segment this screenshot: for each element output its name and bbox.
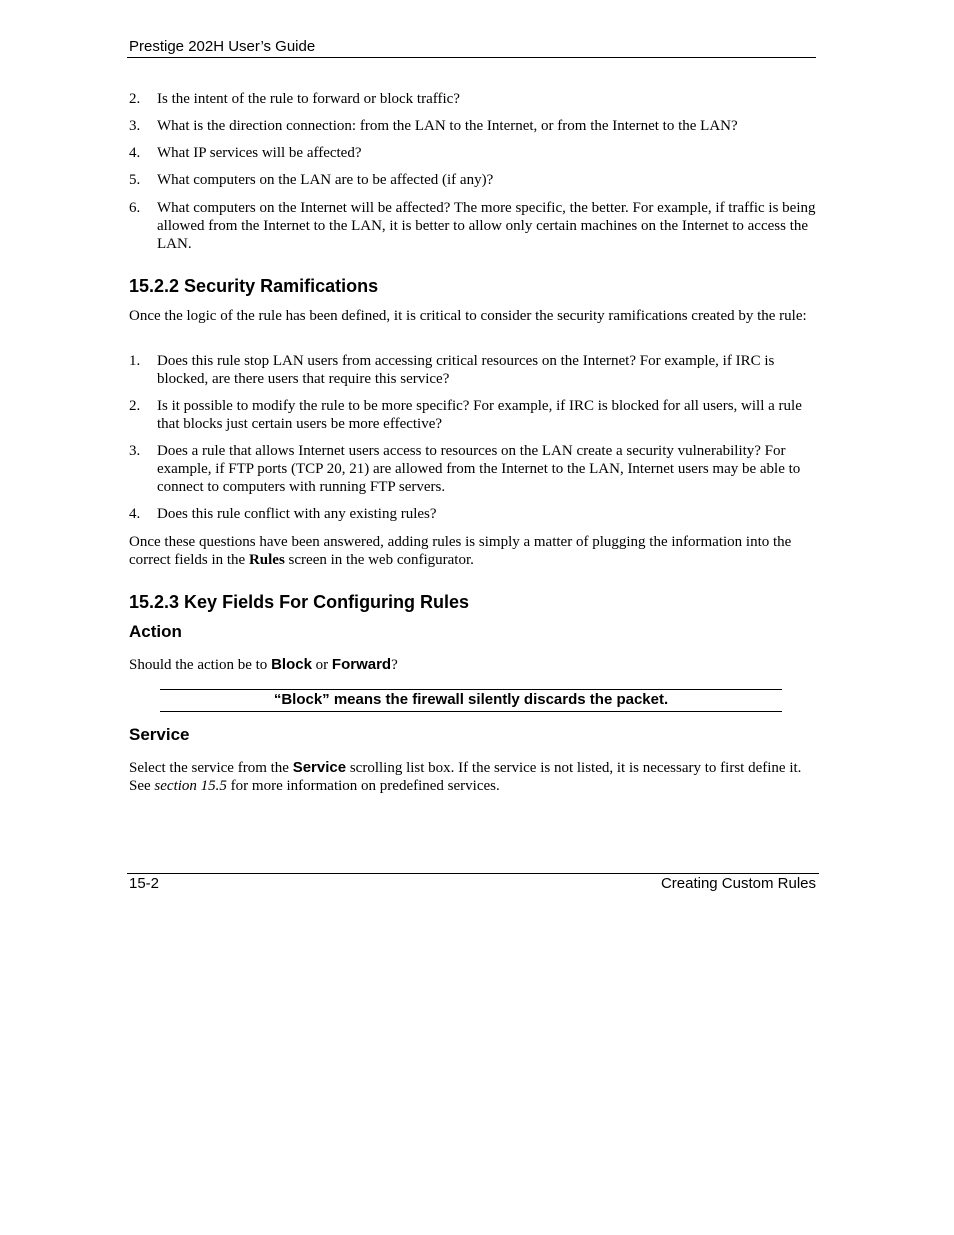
- security-list: [129, 352, 819, 523]
- service-text: [129, 759, 819, 795]
- footer-divider: [127, 873, 819, 874]
- list-item-text: Does this rule conflict with any existing rules?: [157, 506, 437, 522]
- subheading-action: Action: [129, 622, 182, 641]
- questions-list: [129, 90, 819, 253]
- list-item-text: Does a rule that allows Internet users access to resources on the LAN create a security vulnerability? For example, if FTP ports (TCP 20, 21) are allowed from the Internet to the LAN, Internet users may be able to connect to computers with running FTP servers.: [157, 443, 801, 495]
- block-note: “Block” means the firewall silently discards the packet.: [160, 689, 782, 712]
- list-item-text: Is the intent of the rule to forward or block traffic?: [157, 91, 460, 107]
- security-intro: Once the logic of the rule has been defined, it is critical to consider the security ramifications created by the rule:: [129, 308, 807, 324]
- list-item: [129, 90, 819, 108]
- list-item: [129, 117, 819, 135]
- header-divider: [127, 57, 816, 58]
- section-heading-key-fields: 15.2.3 Key Fields For Configuring Rules: [129, 592, 470, 612]
- list-item-number: 5.: [129, 172, 141, 188]
- service-list-box-name: Service: [292, 759, 347, 776]
- list-item: [129, 442, 819, 496]
- action-text: [129, 656, 819, 674]
- security-closing: [129, 533, 819, 569]
- page-number: 15-2: [129, 875, 160, 892]
- service-text-pre: Select the service from the: [129, 760, 293, 776]
- list-item: [129, 352, 819, 388]
- list-item-text: What is the direction connection: from the LAN to the Internet, or from the Internet to the LAN?: [157, 118, 738, 134]
- block-option: Block: [271, 656, 312, 673]
- closing-text-pre: Once these questions have been answered, adding rules is simply a matter of plugging the information into the correct fields in the: [129, 534, 792, 568]
- action-text-post: ?: [391, 657, 398, 673]
- list-item-number: 1.: [129, 353, 141, 369]
- list-item: [129, 144, 819, 162]
- closing-text-post: screen in the web configurator.: [284, 552, 474, 568]
- action-text-pre: Should the action be to: [129, 657, 272, 673]
- list-item-number: 4.: [129, 506, 141, 522]
- list-item: [129, 199, 819, 253]
- list-item: [129, 397, 819, 433]
- service-text-mid: scrolling list box. If the service is not listed, it is necessary to first define it. See: [129, 760, 802, 794]
- list-item-text: What computers on the Internet will be affected? The more specific, the better. For example, if traffic is being allowed from the Internet to the LAN, it is better to allow only certain machines on the Internet to access the LAN.: [157, 200, 816, 252]
- list-item-number: 6.: [129, 200, 141, 216]
- service-text-post: for more information on predefined services.: [226, 778, 500, 794]
- section-heading-security: 15.2.2 Security Ramifications: [129, 276, 379, 296]
- list-item-text: Is it possible to modify the rule to be more specific? For example, if IRC is blocked for all users, will a rule that blocks just certain users be more effective?: [157, 398, 802, 432]
- rules-screen-name: Rules: [248, 552, 285, 568]
- list-item-text: What IP services will be affected?: [157, 145, 362, 161]
- list-item-number: 2.: [129, 398, 141, 414]
- list-item-number: 4.: [129, 145, 141, 161]
- list-item: [129, 505, 819, 523]
- section-reference: section 15.5: [154, 778, 227, 794]
- list-item-text: What computers on the LAN are to be affected (if any)?: [157, 172, 494, 188]
- list-item: [129, 171, 819, 189]
- subheading-service: Service: [129, 725, 190, 744]
- list-item-number: 3.: [129, 118, 141, 134]
- list-item-number: 3.: [129, 443, 141, 459]
- forward-option: Forward: [331, 656, 392, 673]
- list-item-text: Does this rule stop LAN users from accessing critical resources on the Internet? For example, if IRC is blocked, are there users that require this service?: [157, 353, 775, 387]
- running-header: Prestige 202H User’s Guide: [129, 38, 316, 55]
- chapter-title: Creating Custom Rules: [660, 875, 816, 892]
- list-item-number: 2.: [129, 91, 141, 107]
- action-text-mid: or: [311, 657, 332, 673]
